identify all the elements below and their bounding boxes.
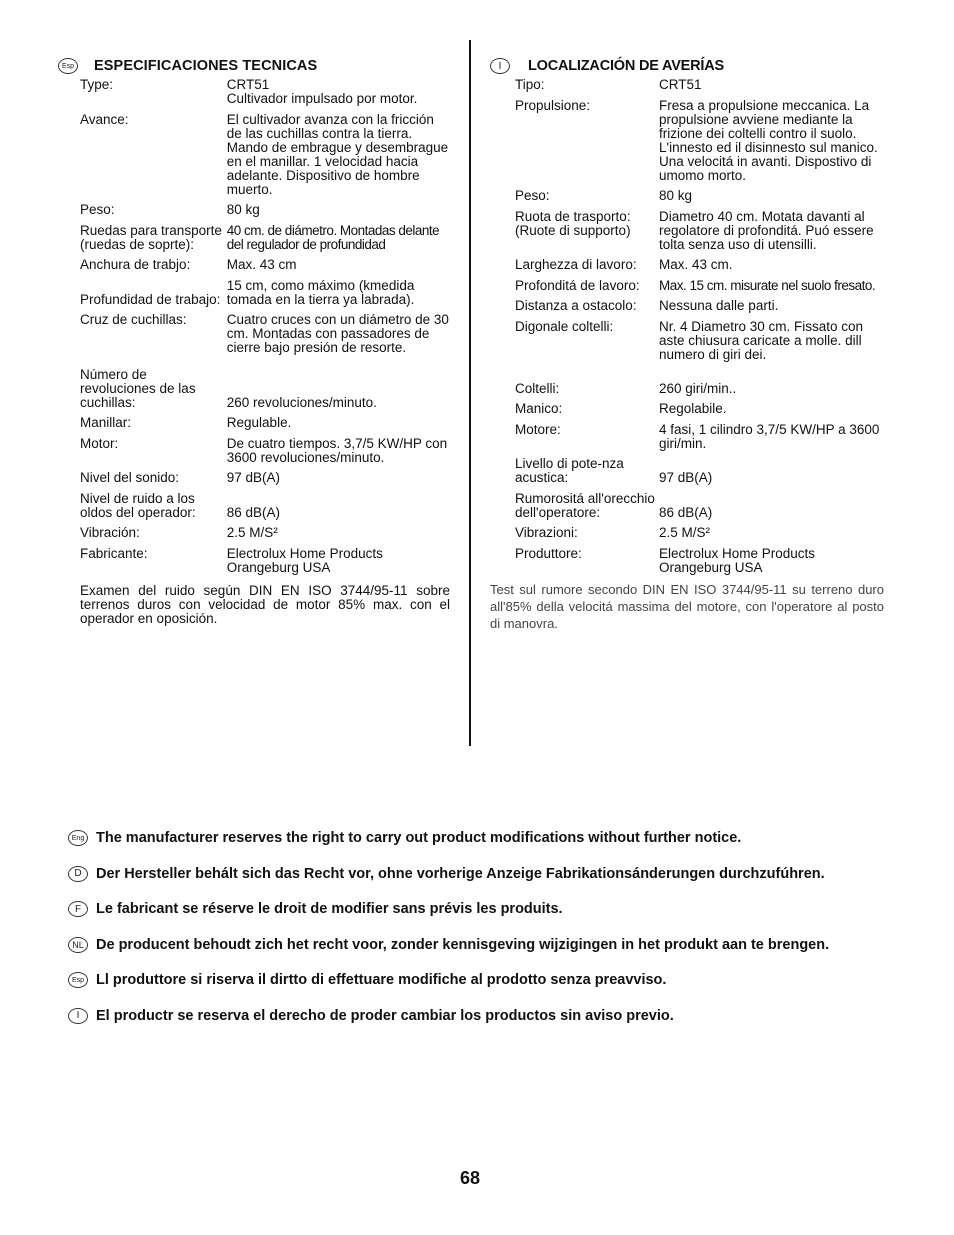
spec-key: Motor: xyxy=(80,435,119,451)
spec-value: 86 dB(A) xyxy=(226,504,281,520)
spec-row xyxy=(80,416,450,437)
notice-text: Le fabricant se réserve le droit de modifier sans prévis les produits. xyxy=(96,901,563,917)
spec-key: Manillar: xyxy=(80,415,132,430)
spec-value: Max. 15 cm. misurate nel suolo fresato. xyxy=(659,277,876,293)
section-heading xyxy=(490,57,886,75)
notice-item xyxy=(68,935,888,955)
spec-row xyxy=(80,492,450,527)
spec-row xyxy=(515,382,885,403)
column-divider xyxy=(469,40,471,746)
spec-key: Ruota de trasporto: (Ruote di supporto) xyxy=(515,208,631,238)
notice-text: Ll produttore si riserva il dirtto di effettuare modifiche al prodotto senza preavviso. xyxy=(96,972,667,988)
spec-value: 80 kg xyxy=(659,188,693,203)
notice-text: El productr se reserva el derecho de proder cambiar los productos sin aviso previo. xyxy=(96,1007,674,1024)
spec-key: Motore: xyxy=(515,421,561,437)
spec-value: Electrolux Home Products Orangeburg USA xyxy=(659,545,816,575)
spec-value: Max. 43 cm. xyxy=(659,257,733,272)
spec-key: Profonditá de lavoro: xyxy=(515,277,640,293)
page-number: 68 xyxy=(460,1168,481,1188)
spec-value: 86 dB(A) xyxy=(659,504,713,520)
spec-value: 260 revoluciones/minuto. xyxy=(226,394,377,410)
spec-value: Nr. 4 Diametro 30 cm. Fissato con aste chiusura caricate a molle. dill numero di giri dei. xyxy=(659,318,864,362)
language-badge-esp: Esp xyxy=(68,972,88,988)
notice-item xyxy=(68,828,888,848)
spec-row xyxy=(515,189,885,210)
spec-value: 15 cm, como máximo (kmedida tomada en la tierra ya labrada). xyxy=(226,277,415,307)
spec-row xyxy=(80,437,450,472)
language-badge-nl: NL xyxy=(68,937,88,953)
modification-notices xyxy=(68,828,888,1041)
spec-row xyxy=(515,258,885,279)
spec-row xyxy=(80,78,450,113)
section-heading xyxy=(58,57,450,75)
spec-key: Type: xyxy=(80,77,114,92)
spec-value: 260 giri/min.. xyxy=(659,380,737,396)
section-title: LOCALIZACIÓN DE AVERÍAS xyxy=(528,58,724,74)
spec-row xyxy=(80,113,450,204)
spec-value: 4 fasi, 1 cilindro 3,7/5 KW/HP a 3600 giri/min. xyxy=(659,421,880,451)
language-badge-d: D xyxy=(68,866,88,882)
spec-key: Profundidad de trabajo: xyxy=(80,291,221,307)
language-badge-i: I xyxy=(490,58,510,74)
spec-value: 2.5 M/S² xyxy=(226,525,278,540)
spec-value: 2.5 M/S² xyxy=(659,525,711,540)
spec-key: Larghezza di lavoro: xyxy=(515,257,637,272)
spec-key: Vibrazioni: xyxy=(515,525,578,540)
spec-key: Anchura de trabjo: xyxy=(80,257,191,272)
spec-row xyxy=(80,526,450,547)
spec-row xyxy=(80,471,450,492)
language-badge-f: F xyxy=(68,901,88,917)
spec-key: Distanza a ostacolo: xyxy=(515,298,637,313)
spec-row xyxy=(515,279,885,300)
spec-row xyxy=(80,203,450,224)
spec-table xyxy=(80,78,450,581)
spec-key: Fabricante: xyxy=(80,545,148,561)
spec-key: Tipo: xyxy=(515,77,545,92)
spec-key: Produttore: xyxy=(515,545,582,561)
spec-key: Cruz de cuchillas: xyxy=(80,312,187,327)
spec-value: Electrolux Home Products Orangeburg USA xyxy=(226,545,383,575)
spec-value: Cuatro cruces con un diámetro de 30 cm. Montadas con passadores de cierre bajo presión de resorte. xyxy=(226,312,449,355)
spec-key: Nivel de ruido a los oldos del operador: xyxy=(80,490,196,520)
spec-key: Livello di pote-nza acustica: xyxy=(515,456,624,485)
notice-text: De producent behoudt zich het recht voor, zonder kennisgeving wijzigingen in het produkt aan te brengen. xyxy=(96,936,830,953)
spec-value: Regolabile. xyxy=(659,401,727,416)
spec-value: 97 dB(A) xyxy=(659,470,713,485)
spec-column-spanish xyxy=(58,40,450,626)
spec-key: Manico: xyxy=(515,401,563,416)
spec-row xyxy=(515,99,885,190)
spec-row xyxy=(515,402,885,423)
spec-row xyxy=(515,210,885,259)
spec-row xyxy=(80,362,450,417)
spec-key: Vibración: xyxy=(80,525,140,540)
noise-test-note: Examen del ruido según DIN EN ISO 3744/95-11 sobre terrenos duros con velocidad de motor 85% max. con el operador en oposición. xyxy=(80,583,450,626)
spec-key: Rumorositá all'orecchio dell'operatore: xyxy=(515,490,655,520)
spec-key: Avance: xyxy=(80,111,129,127)
language-badge-esp: Esp xyxy=(58,58,78,74)
spec-row xyxy=(515,299,885,320)
spec-key: Peso: xyxy=(515,188,550,203)
spec-row xyxy=(515,423,885,458)
language-badge-eng: Eng xyxy=(68,830,88,846)
spec-value: Regulable. xyxy=(226,415,292,430)
spec-row xyxy=(515,547,885,582)
spec-row xyxy=(80,313,450,362)
noise-test-note: Test sul rumore secondo DIN EN ISO 3744/95-11 su terreno duro all'85% della velocitá massima del motore, con l'operatore al posto di manovra. xyxy=(490,582,884,631)
spec-value: CRT51 Cultivador impulsado por motor. xyxy=(226,77,418,106)
notice-text: The manufacturer reserves the right to carry out product modifications without further notice. xyxy=(96,830,742,846)
section-title: ESPECIFICACIONES TECNICAS xyxy=(94,58,318,74)
notice-item xyxy=(68,1006,888,1026)
notice-item xyxy=(68,970,888,990)
spec-value: 40 cm. de diámetro. Montadas delante del regulador de profundidad xyxy=(226,222,440,252)
spec-key: Propulsione: xyxy=(515,97,591,113)
spec-row xyxy=(80,224,450,259)
spec-row xyxy=(80,547,450,582)
spec-row xyxy=(515,457,885,492)
spec-row xyxy=(80,258,450,279)
spec-value: Nessuna dalle parti. xyxy=(659,298,779,313)
spec-value: Diametro 40 cm. Motata davanti al regolatore di profonditá. Puó essere tolta senza uso di utensilli. xyxy=(659,208,874,252)
spec-key: Digonale coltelli: xyxy=(515,318,614,334)
spec-key: Ruedas para transporte (ruedas de soprte): xyxy=(80,222,222,252)
spec-value: Max. 43 cm xyxy=(226,257,297,272)
spec-value-line: Cultivador impulsado por motor. xyxy=(226,91,418,106)
spec-row xyxy=(515,492,885,527)
spec-row xyxy=(80,279,450,314)
spec-column-italian xyxy=(490,40,886,632)
notice-text: Der Hersteller behált sich das Recht vor, ohne vorherige Anzeige Fabrikationsánderungen durchzufúhren. xyxy=(96,865,825,882)
spec-value: 80 kg xyxy=(226,202,260,217)
spec-key: Número de revoluciones de las cuchillas: xyxy=(80,366,196,410)
spec-value: CRT51 xyxy=(659,77,702,92)
spec-row xyxy=(515,526,885,547)
spec-row xyxy=(515,320,885,382)
spec-table xyxy=(515,78,885,581)
spec-value: De cuatro tiempos. 3,7/5 KW/HP con 3600 revoluciones/minuto. xyxy=(226,435,448,465)
spec-value: Fresa a propulsione meccanica. La propulsione avviene mediante la frizione dei coltelli contro il suolo. L'innesto ed il disinnesto sul manico. Una velocitá in avanti. Dispostivo di umomo morto. xyxy=(659,97,878,183)
notice-item xyxy=(68,864,888,884)
spec-key: Nivel del sonido: xyxy=(80,470,180,485)
language-badge-i: I xyxy=(68,1008,88,1024)
spec-value: 97 dB(A) xyxy=(226,470,281,485)
spec-key: Coltelli: xyxy=(515,380,560,396)
spec-value: El cultivador avanza con la fricción de las cuchillas contra la tierra. Mando de embrague y desembrague en el manillar. 1 velocidad hacia adelante. Dispositivo de hombre muerto. xyxy=(226,111,449,197)
spec-row xyxy=(515,78,885,99)
notice-item xyxy=(68,899,888,919)
spec-key: Peso: xyxy=(80,202,115,217)
